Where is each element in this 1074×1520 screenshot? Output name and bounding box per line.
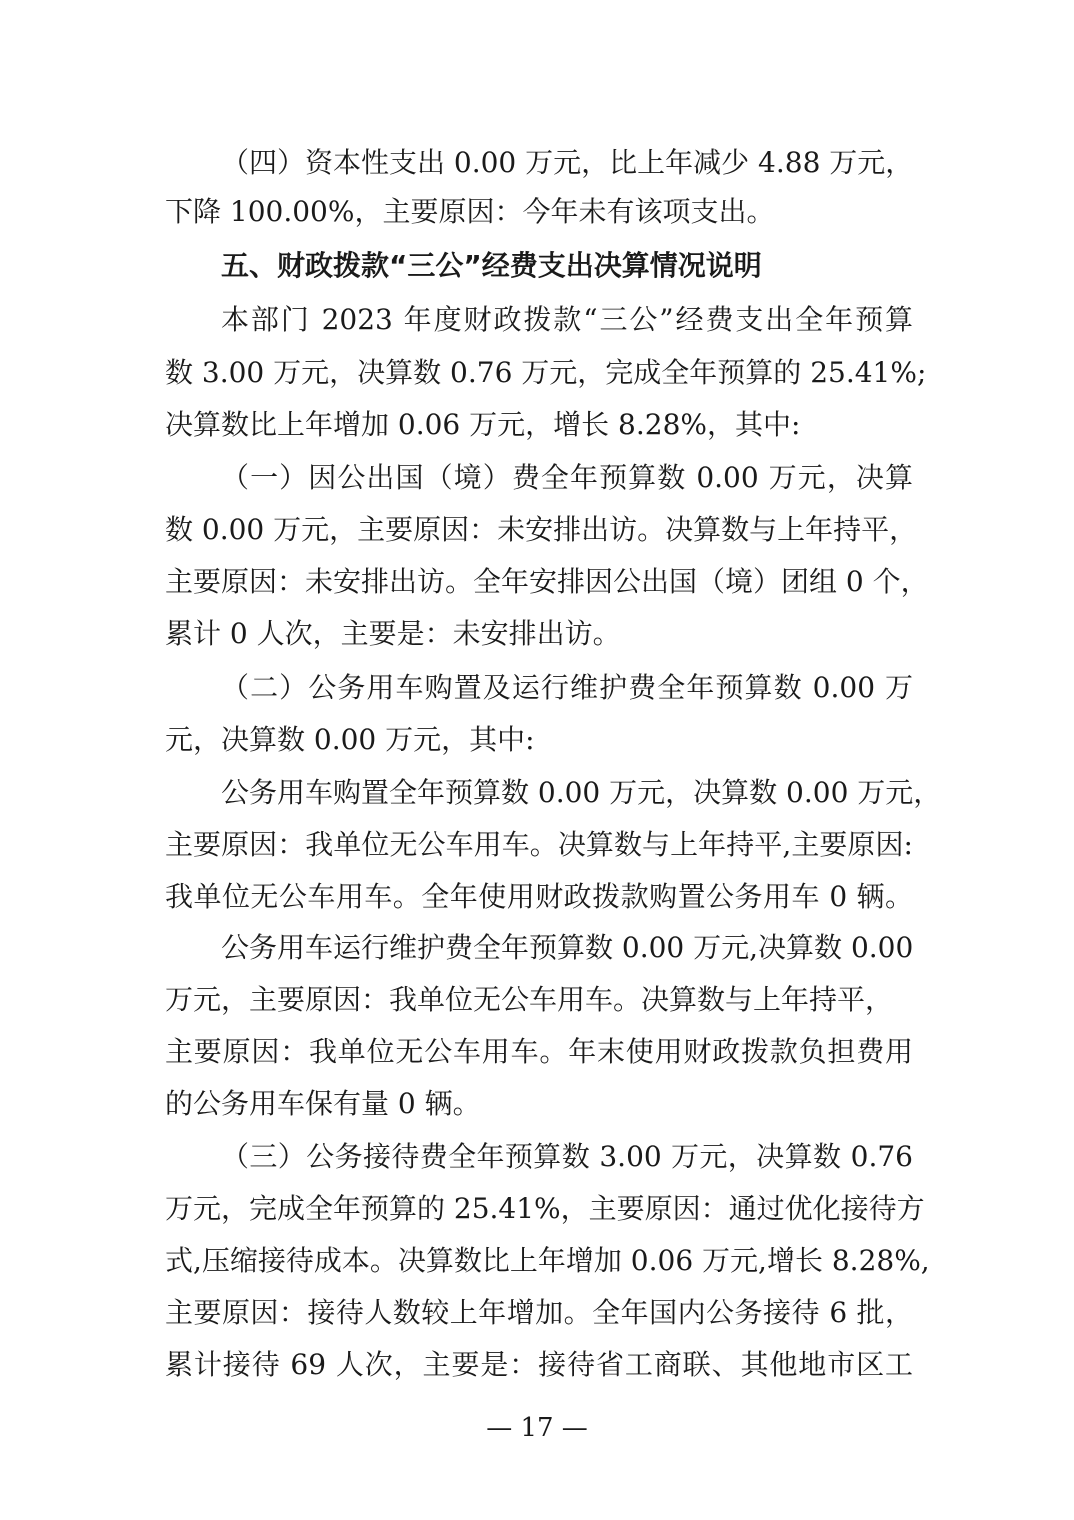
text-line: 我单位无公车用车。全年使用财政拨款购置公务用车 0 辆。 — [165, 880, 913, 913]
text-line: （三）公务接待费全年预算数 3.00 万元，决算数 0.76 — [221, 1140, 913, 1173]
text-line: 的公务用车保有量 0 辆。 — [165, 1087, 481, 1120]
text-line: 决算数比上年增加 0.06 万元，增长 8.28%，其中: — [165, 408, 801, 441]
text-line: 本部门 2023 年度财政拨款“三公”经费支出全年预算 — [221, 303, 913, 336]
text-line: （二）公务用车购置及运行维护费全年预算数 0.00 万 — [221, 671, 913, 704]
text-line: 主要原因：我单位无公车用车。年末使用财政拨款负担费用 — [165, 1035, 913, 1068]
text-line: 元，决算数 0.00 万元，其中: — [165, 723, 535, 756]
text-line: 万元，完成全年预算的 25.41%，主要原因：通过优化接待方 — [165, 1192, 925, 1225]
text-line: 主要原因：我单位无公车用车。决算数与上年持平,主要原因: — [165, 828, 913, 861]
text-line: 累计接待 69 人次，主要是：接待省工商联、其他地市区工 — [165, 1348, 913, 1381]
text-line: 数 0.00 万元，主要原因：未安排出访。决算数与上年持平， — [165, 513, 918, 546]
text-line: （四）资本性支出 0.00 万元，比上年减少 4.88 万元， — [221, 146, 914, 179]
text-line: 累计 0 人次，主要是：未安排出访。 — [165, 617, 621, 650]
text-line: 公务用车运行维护费全年预算数 0.00 万元,决算数 0.00 — [221, 931, 914, 964]
text-line: 式,压缩接待成本。决算数比上年增加 0.06 万元,增长 8.28%, — [165, 1244, 930, 1277]
text-line: 下降 100.00%，主要原因：今年未有该项支出。 — [165, 195, 775, 228]
section-heading: 五、财政拨款“三公”经费支出决算情况说明 — [221, 249, 762, 282]
text-line: 公务用车购置全年预算数 0.00 万元，决算数 0.00 万元， — [221, 776, 942, 809]
text-line: （一）因公出国（境）费全年预算数 0.00 万元，决算 — [221, 461, 913, 494]
text-line: 万元，主要原因：我单位无公车用车。决算数与上年持平， — [165, 983, 894, 1016]
page-number: — 17 — — [486, 1413, 588, 1443]
text-line: 数 3.00 万元，决算数 0.76 万元，完成全年预算的 25.41%; — [165, 356, 927, 389]
text-line: 主要原因：接待人数较上年增加。全年国内公务接待 6 批， — [165, 1296, 913, 1329]
text-line: 主要原因：未安排出访。全年安排因公出国（境）团组 0 个， — [165, 565, 929, 598]
